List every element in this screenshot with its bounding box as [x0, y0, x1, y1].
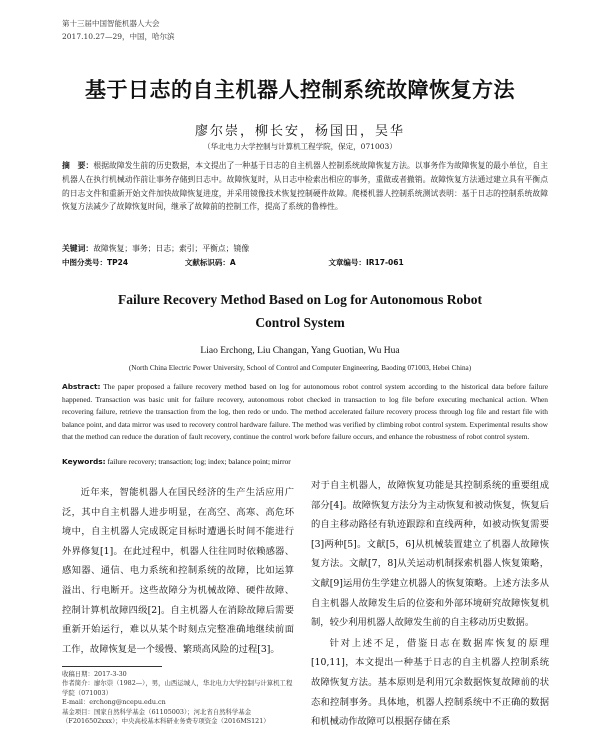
keywords-cn: [62, 243, 249, 254]
body-right-paragraph-1: 对于自主机器人，故障恢复功能是其控制系统的重要组成部分[4]。故障恢复方法分为主动恢复和被动恢复，恢复后的自主移动路径有轨迹跟踪和直线两种，如被动恢复需要[3]两种[5]。文献[5，6]从机械装置建立了机器人故障恢复方法。文献[7，8]从关运动机制探索机器人恢复策略，文献[9]运用仿生学建立机器人的恢复策略。上述方法多从自主机器人故障发生后的位姿和外部环境研究故障恢复机制，较少利用机器人故障发生前的自主移动历史数据。: [311, 480, 549, 629]
doc-code-label: 文献标识码：: [184, 258, 230, 267]
article-no-value: IR17-061: [365, 258, 404, 267]
running-header-date: 2017.10.27—29，中国，哈尔滨: [62, 32, 175, 41]
affiliation-cn: （华北电力大学控制与计算机工程学院，保定，071003）: [203, 142, 397, 151]
footnote: [62, 670, 298, 726]
abstract-cn-text: 根据故障发生前的历史数据，本文提出了一种基于日志的自主机器人控制系统故障恢复方法。以事务作为故障恢复的最小单位，自主机器人在执行机械动作前让事务存储到日志中。故障恢复时，从日志中检索出相应的事务，重做或者撤销。故障恢复方法通过建立具有平衡点的日志文件和重新开始文件加快故障恢复进度，并采用镜像技术恢复控制硬件故障。爬楼机器人控制系统测试表明：基于日志的控制系统故障恢复方法减少了故障恢复时间，继承了故障前的控制工作，提高了系统的鲁棒性。: [62, 161, 548, 212]
authors-cn: 廖尔崇，柳长安，杨国田，吴华: [194, 124, 405, 139]
clc-label: 中图分类号：: [62, 258, 107, 267]
abstract-cn-label: 摘 要：: [62, 161, 94, 170]
body-left-column: 近年来，智能机器人在国民经济的生产生活应用广泛，其中自主机器人进步明显，在高空、高寒、高危环境中，自主机器人完成既定目标时遭遇长时间不能进行外界修复[1]。在此过程中，机器人往往同时依赖感器、感知器、通信、电力系统和控制系统的故障，比如运算溢出、行电断开。这些故障分为机械故障、硬件故障、控制计算机故障四级[2]。自主机器人在消除故障后需要重新开始运行，难以从某个时刻点完整准确地继续前面工作，故障恢复是一个缓慢、繁琐高风险的过程[3]。: [62, 487, 294, 655]
classification-line: [62, 257, 548, 268]
paper-title-cn: 基于日志的自主机器人控制系统故障恢复方法: [85, 78, 515, 102]
keywords-en: [62, 457, 291, 466]
footnote-received: 收稿日期：2017-3-30: [62, 670, 127, 678]
running-header-conference: 第十三届中国智能机器人大会: [62, 19, 160, 28]
footnote-email: E-mail：erchong@ncepu.edu.cn: [62, 698, 166, 707]
body-right-paragraph-2: 针对上述不足，借鉴日志在数据库恢复的原理[10,11]，本文提出一种基于日志的自主机器人控制系统故障恢复方法。基本原则是利用冗余数据恢复故障前的状态和控制事务。具体地，机器人控制系统中不正确的数据和机械动作故障可以根据存储在系: [311, 637, 549, 728]
article-no-label: 文章编号：: [328, 258, 366, 267]
paper-title-en-line1: Failure Recovery Method Based on Log for Autonomous Robot: [118, 292, 482, 307]
footnote-author-info: 作者简介：廖尔崇（1982—），男，山西运城人，华北电力大学控制与计算机工程学院（071003）: [62, 679, 293, 697]
clc-value: TP24: [107, 258, 129, 267]
abstract-en-text: The paper proposed a failure recovery method based on log for autonomous robot control system according to the historical data before failure happened. Transaction was basic unit for failure recovery, autonomous robot checked in transaction to log file before executing mechanical action. When recovering failure, retrieve the transaction from the log, then redo or undo. The method accelerated failure recovery process through log file and restart file with balance point, and data mirror was used to recovery control hardware failure. The method was verified by climbing robot control system. Experimental results show that the method can reduce the duration of fault recovery, continue the control work before failure occurs, and enhance the robustness of robot control system.: [62, 382, 548, 441]
keywords-en-label: Keywords:: [62, 457, 106, 466]
paper-title-en-line2: Control System: [255, 315, 345, 330]
footnote-funding: 基金项目：国家自然科学基金（61105003）；河北省自然科学基金（F2016502xxx）；中央高校基本科研业务费专项资金（2016MS121）: [62, 707, 270, 726]
doc-code-value: A: [229, 258, 236, 267]
abstract-en-label: Abstract:: [62, 382, 101, 391]
abstract-cn: [62, 159, 548, 214]
keywords-en-text: failure recovery; transaction; log; index; balance point; mirror: [107, 457, 291, 466]
affiliation-en: (North China Electric Power University, School of Control and Computer Engineering, Baoding 071003, Hebei China): [128, 364, 472, 372]
abstract-en: [62, 381, 548, 444]
keywords-cn-text: 故障恢复；事务；日志；索引；平衡点；镜像: [93, 244, 250, 253]
footnote-divider: [62, 666, 162, 667]
body-right-column: [311, 476, 549, 732]
keywords-cn-label: 关键词：: [62, 244, 94, 253]
authors-en: Liao Erchong, Liu Changan, Yang Guotian, Wu Hua: [200, 346, 400, 356]
